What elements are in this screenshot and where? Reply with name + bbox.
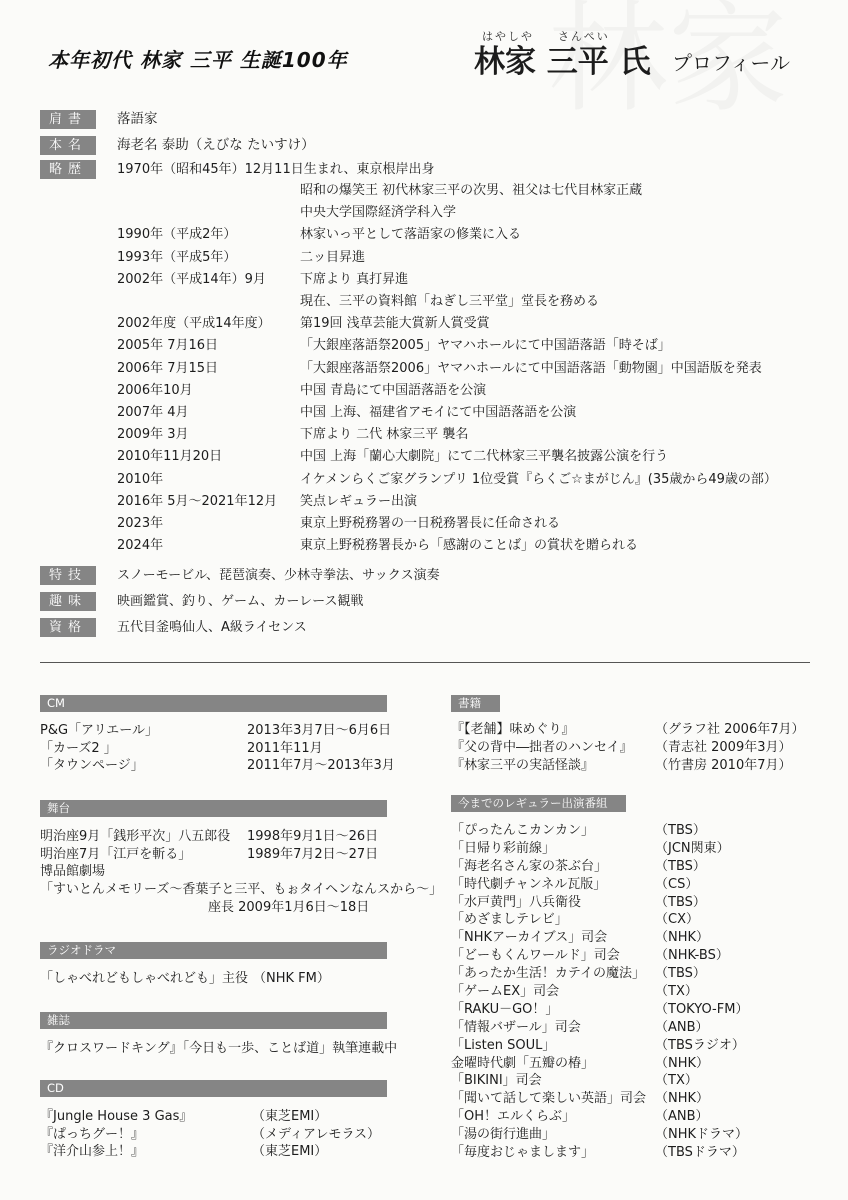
list-item <box>451 1001 813 1019</box>
list-item: 「カーズ2 」 2011年11月 <box>40 740 323 756</box>
history-event: 下席より 二代 林家三平 襲名 <box>300 427 469 443</box>
history-date: 2010年11月20日 <box>117 449 223 465</box>
list-item <box>451 1055 813 1073</box>
program-title: 金曜時代劇「五瓣の椿」 <box>451 1055 595 1071</box>
program-station: （ANB） <box>655 1109 709 1125</box>
program-title: 「海老名さん家の茶ぶ台」 <box>451 858 608 874</box>
program-title: 「どーもくんワールド」司会 <box>451 948 620 964</box>
program-title: 「毎度おじゃまします」 <box>451 1145 595 1161</box>
license-label: 資格 <box>40 618 96 637</box>
list-item <box>451 1144 813 1162</box>
list-item <box>451 947 813 965</box>
list-item: 明治座9月「銭形平次」八五郎役 1998年9月1日～26日 <box>40 829 379 844</box>
list-item <box>451 876 813 894</box>
history-date: 2024年 <box>117 538 164 554</box>
list-item <box>451 858 813 876</box>
skills-value: スノーモービル、琵琶演奏、少林寺拳法、サックス演奏 <box>117 568 440 583</box>
list-item: 『洋介山参上！』 （東芝EMI） <box>40 1144 328 1160</box>
list-item: 『父の背中―拙者のハンセイ』 （青志社 2009年3月） <box>451 739 792 755</box>
stage-theater: 博品館劇場 <box>40 864 106 880</box>
program-title: 「OH！エルくらぶ」 <box>451 1109 576 1125</box>
program-station: （JCN関東） <box>655 840 730 856</box>
anniversary-heading: 本年初代 林家 三平 生誕100年 <box>48 48 348 72</box>
ruby-given: さんぺい <box>558 30 610 43</box>
list-item <box>451 911 813 929</box>
realname-value: 海老名 泰助（えびな たいすけ） <box>117 137 315 153</box>
history-date: 2010年 <box>117 471 164 487</box>
list-item <box>451 894 813 912</box>
program-title: 「湯の街行進曲」 <box>451 1127 556 1143</box>
programs-section-label: 今までのレギュラー出演番組 <box>451 795 626 812</box>
program-station: （TBS） <box>655 858 706 874</box>
program-station: （ANB） <box>655 1019 709 1035</box>
history-event: 林家いっ平として落語家の修業に入る <box>300 227 522 243</box>
list-item: 明治座7月「江戸を斬る」 1989年7月2日～27日 <box>40 846 379 862</box>
history-event: 中国 上海「蘭心大劇院」にて二代林家三平襲名披露公演を行う <box>300 449 669 465</box>
cm-list <box>40 722 420 775</box>
program-title: 「めざましテレビ」 <box>451 912 568 928</box>
program-title: 「情報バザール」司会 <box>451 1019 581 1035</box>
books-list <box>451 721 813 775</box>
program-station: （TBS） <box>655 966 706 982</box>
cd-list <box>40 1108 430 1161</box>
title-value: 落語家 <box>117 111 158 127</box>
list-item: 『【老舗】味めぐり』 （グラフ社 2006年7月） <box>451 722 805 737</box>
program-station: （CX） <box>655 912 699 928</box>
list-item <box>451 965 813 983</box>
program-station: （TX） <box>655 984 698 1000</box>
program-title: 「聞いて話して楽しい英語」司会 <box>451 1091 647 1107</box>
history-date: 2023年 <box>117 516 164 531</box>
history-event: イケメンらくご家グランプリ 1位受賞『らくご☆まがじん』(35歳から49歳の部） <box>300 471 777 487</box>
history-date: 2002年度（平成14年度） <box>117 316 271 332</box>
program-title: 「ぴったんこカンカン」 <box>451 823 595 838</box>
cd-section-label: CD <box>40 1080 387 1097</box>
program-station: （TOKYO-FM） <box>655 1001 749 1017</box>
history-event: 現在、三平の資料館「ねぎし三平堂」堂長を務める <box>300 294 600 309</box>
program-title: 「あったか生活！カテイの魔法」 <box>451 966 645 982</box>
list-item <box>451 929 813 947</box>
programs-list <box>451 822 813 1162</box>
program-title: 「NHKアーカイブス」司会 <box>451 930 608 946</box>
program-station: （TBSドラマ） <box>655 1145 745 1161</box>
section-divider <box>40 662 810 663</box>
program-station: （TBSラジオ） <box>655 1037 745 1053</box>
list-item <box>451 1037 813 1055</box>
profile-label: プロフィール <box>672 51 790 75</box>
history-date: 2007年 4月 <box>117 405 189 420</box>
history-date: 1990年（平成2年） <box>117 227 237 243</box>
title-label: 肩書 <box>40 110 96 129</box>
list-item: 『ぱっちグー！』 （メディアレモラス） <box>40 1126 381 1142</box>
license-value: 五代目釜鳴仙人、A級ライセンス <box>117 620 307 635</box>
program-title: 「ゲームEX」司会 <box>451 984 560 1000</box>
list-item <box>451 840 813 858</box>
hobbies-label: 趣味 <box>40 592 96 611</box>
history-event: 笑点レギュラー出演 <box>300 493 418 509</box>
history-date: 1993年（平成5年） <box>117 249 237 265</box>
history-event: 東京上野税務署長から「感謝のことば」の賞状を贈られる <box>300 538 639 554</box>
realname-label: 本名 <box>40 136 96 155</box>
program-title: 「BIKINI」司会 <box>451 1073 542 1089</box>
books-section-label: 書籍 <box>451 695 500 712</box>
history-event: 昭和の爆笑王 初代林家三平の次男、祖父は七代目林家正蔵 <box>300 183 643 198</box>
hobbies-value: 映画鑑賞、釣り、ゲーム、カーレース観戦 <box>117 594 364 609</box>
history-label: 略歴 <box>40 160 96 179</box>
list-item <box>451 983 813 1001</box>
program-station: （CS） <box>655 876 699 892</box>
program-station: （NHK） <box>655 1055 710 1071</box>
program-station: （TBS） <box>655 823 706 838</box>
stage-section-label: 舞台 <box>40 800 387 817</box>
history-event: 「大銀座落語祭2005」ヤマハホールにて中国語落語「時そば」 <box>300 338 671 354</box>
list-item: 『林家三平の実話怪談』 （竹書房 2010年7月） <box>451 757 792 773</box>
history-event: 中国 上海、福建省アモイにて中国語落語を公演 <box>300 405 577 420</box>
history-date: 2009年 3月 <box>117 427 189 443</box>
history-date: 2006年 7月15日 <box>117 360 219 376</box>
history-event: 第19回 浅草芸能大賞新人賞受賞 <box>300 316 490 332</box>
person-name: 林家 三平 氏 <box>474 44 651 80</box>
program-title: 「RAKU－GO！」 <box>451 1001 559 1017</box>
list-item <box>451 1126 813 1144</box>
history-event: 中央大学国際経済学科入学 <box>300 205 457 221</box>
cm-section-label: CM <box>40 695 387 712</box>
list-item: 『クロスワードキング』「今日も一歩、ことば道」執筆連載中 <box>40 1041 398 1056</box>
program-station: （NHK） <box>655 930 710 946</box>
program-title: 「時代劇チャンネル瓦版」 <box>451 876 607 892</box>
history-event: 中国 青島にて中国語落語を公演 <box>300 382 487 398</box>
program-station: （NHKドラマ） <box>655 1127 749 1143</box>
stage-show-title: 「すいとんメモリーズ～香葉子と三平、もぉタイヘンなんスから～」 <box>40 882 443 898</box>
radio-section-label: ラジオドラマ <box>40 942 387 959</box>
program-station: （NHK-BS） <box>655 948 729 964</box>
list-item: P&G「アリエール」 2013年3月7日～6月6日 <box>40 723 392 738</box>
history-event: 二ッ目昇進 <box>300 249 366 265</box>
history-date: 2016年 5月～2021年12月 <box>117 493 278 509</box>
program-title: 「水戸黄門」八兵衛役 <box>451 894 582 910</box>
radio-list <box>40 970 420 988</box>
history-date: 2005年 7月16日 <box>117 338 219 354</box>
list-item <box>451 822 813 840</box>
history-event: 下席より 真打昇進 <box>300 271 409 287</box>
stage-list <box>40 828 443 916</box>
stage-role: 座長 2009年1月6日～18日 <box>208 899 370 915</box>
name-heading <box>474 30 814 80</box>
program-title: 「Listen SOUL」 <box>451 1037 556 1053</box>
list-item <box>451 1019 813 1037</box>
list-item <box>451 1072 813 1090</box>
history-birth: 1970年（昭和45年）12月11日生まれ、東京根岸出身 <box>117 162 435 177</box>
ruby-family: はやしや <box>482 30 534 43</box>
program-station: （TBS） <box>655 894 706 910</box>
history-date: 2002年（平成14年）9月 <box>117 271 266 287</box>
list-item <box>451 1090 813 1108</box>
program-station: （NHK） <box>655 1091 710 1107</box>
skills-label: 特技 <box>40 566 96 585</box>
program-station: （TX） <box>655 1073 698 1089</box>
list-item: 「タウンページ」 2011年7月～2013年3月 <box>40 758 395 774</box>
magazine-section-label: 雑誌 <box>40 1012 387 1029</box>
list-item: 「しゃべれどもしゃべれども」主役 （NHK FM） <box>40 971 330 986</box>
list-item: 『Jungle House 3 Gas』 （東芝EMI） <box>40 1109 328 1124</box>
magazine-list <box>40 1040 430 1058</box>
history-date: 2006年10月 <box>117 382 193 398</box>
history-event: 「大銀座落語祭2006」ヤマハホールにて中国語落語「動物園」中国語版を発表 <box>300 360 762 376</box>
program-title: 「日帰り彩前線」 <box>451 840 556 856</box>
history-event: 東京上野税務署の一日税務署長に任命される <box>300 516 561 531</box>
list-item <box>451 1108 813 1126</box>
